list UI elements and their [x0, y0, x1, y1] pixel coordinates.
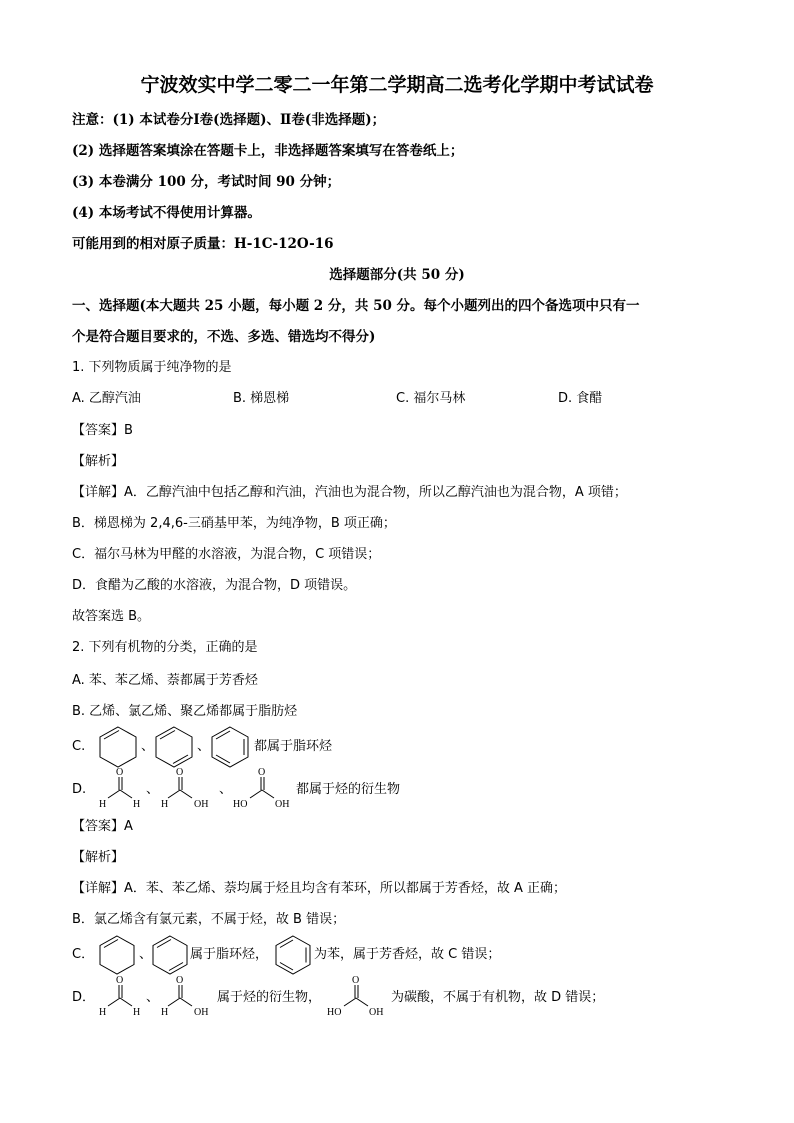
q1-stem: 1. 下列物质属于纯净物的是	[72, 360, 232, 375]
q1-option-c: C. 福尔马林	[396, 391, 466, 406]
atom-o: O	[176, 975, 184, 986]
atom-ho: HO	[327, 1007, 342, 1018]
q2-detail-d-label: D．	[72, 990, 96, 1005]
q2-answer: 【答案】A	[72, 819, 133, 834]
q1-option-b: B. 梯恩梯	[233, 391, 290, 406]
section-intro-1: 一、选择题(本大题共 25 小题，每小题 2 分，共 50 分。每个小题列出的四个备选项中只有一	[72, 298, 640, 314]
q2-detail-c-mid: 属于脂环烃，	[190, 947, 269, 962]
atom-h: H	[133, 799, 141, 810]
q1-detail-d: D．食醋为乙酸的水溶液，为混合物，D 项错误。	[72, 578, 357, 593]
atom-ho: HO	[233, 799, 248, 810]
q2-detail-d-mid: 属于烃的衍生物，	[217, 990, 322, 1005]
note-1: 注意：(1) 本试卷分Ⅰ卷(选择题)、Ⅱ卷(非选择题)；	[72, 112, 386, 128]
benzene-structure	[208, 724, 252, 770]
atom-h: H	[133, 1007, 141, 1018]
q1-detail-a: 【详解】A．乙醇汽油中包括乙醇和汽油，汽油也为混合物，所以乙醇汽油也为混合物，A 项错；	[72, 485, 627, 500]
atom-oh: OH	[194, 799, 209, 810]
q2-option-c-label: C.	[72, 739, 86, 754]
formic-acid-structure	[158, 974, 218, 1018]
q2-stem: 2. 下列有机物的分类，正确的是	[72, 640, 258, 655]
atom-h: H	[99, 799, 107, 810]
cyclohexadiene-structure	[152, 724, 196, 770]
cyclohexadiene-structure	[149, 933, 191, 977]
atom-oh: OH	[275, 799, 290, 810]
q2-option-c-tail: 都属于脂环烃	[254, 739, 333, 754]
atom-o: O	[352, 975, 360, 986]
cyclohexene-structure	[96, 724, 140, 770]
atom-o: O	[116, 975, 124, 986]
section-intro-2: 个是符合题目要求的，不选、多选、错选均不得分)	[72, 329, 376, 345]
atom-o: O	[176, 767, 184, 778]
q2-detail-d-tail: 为碳酸，不属于有机物，故 D 错误；	[391, 990, 605, 1005]
q2-detail-d-sep: 、	[146, 990, 160, 1005]
q2-detail-c-sep: 、	[139, 947, 153, 962]
atomic-mass-note: 可能用到的相对原子质量：H-1C-12O-16	[72, 236, 334, 252]
formaldehyde-structure	[94, 974, 144, 1018]
section-title: 选择题部分(共 50 分)	[329, 267, 465, 283]
atom-oh: OH	[369, 1007, 384, 1018]
q2-option-d-label: D.	[72, 782, 87, 797]
q2-option-d-sep-1: 、	[146, 782, 160, 797]
page-title: 宁波效实中学二零二一年第二学期高二选考化学期中考试试卷	[140, 74, 654, 96]
benzene-structure	[272, 933, 314, 977]
q1-analysis-label: 【解析】	[72, 454, 125, 469]
atom-o: O	[116, 767, 124, 778]
note-4: (4) 本场考试不得使用计算器。	[72, 205, 261, 221]
formic-acid-structure	[158, 766, 218, 810]
note-2: (2) 选择题答案填涂在答题卡上，非选择题答案填写在答卷纸上；	[72, 143, 464, 159]
q1-detail-c: C．福尔马林为甲醛的水溶液，为混合物，C 项错误；	[72, 547, 381, 562]
atom-h: H	[99, 1007, 107, 1018]
formaldehyde-structure	[94, 766, 144, 810]
atom-h: H	[161, 799, 169, 810]
q1-answer: 【答案】B	[72, 423, 133, 438]
carbonic-acid-structure	[232, 766, 296, 810]
q2-option-d-sep-2: 、	[219, 782, 233, 797]
q2-detail-b: B．氯乙烯含有氯元素，不属于烃，故 B 错误；	[72, 912, 346, 927]
atom-o: O	[258, 767, 266, 778]
q2-analysis-label: 【解析】	[72, 850, 125, 865]
q1-conclusion: 故答案选 B。	[72, 609, 151, 624]
q1-option-a: A. 乙醇汽油	[72, 391, 141, 406]
atom-h: H	[161, 1007, 169, 1018]
q2-detail-c-tail: 为苯，属于芳香烃，故 C 错误；	[314, 947, 501, 962]
atom-oh: OH	[194, 1007, 209, 1018]
q2-detail-c-label: C．	[72, 947, 95, 962]
q1-detail-b: B．梯恩梯为 2,4,6-三硝基甲苯，为纯净物，B 项正确；	[72, 516, 396, 531]
q2-option-b: B. 乙烯、氯乙烯、聚乙烯都属于脂肪烃	[72, 704, 298, 719]
carbonic-acid-structure	[326, 974, 390, 1018]
q2-option-d-tail: 都属于烃的衍生物	[296, 782, 401, 797]
q2-option-c-sep-1: 、	[141, 739, 155, 754]
q2-detail-a: 【详解】A．苯、苯乙烯、萘均属于烃且均含有苯环，所以都属于芳香烃，故 A 正确；	[72, 881, 567, 896]
cyclohexene-structure	[96, 933, 138, 977]
note-3: (3) 本卷满分 100 分，考试时间 90 分钟；	[72, 174, 341, 190]
q2-option-a: A. 苯、苯乙烯、萘都属于芳香烃	[72, 673, 258, 688]
q1-option-d: D. 食醋	[558, 391, 603, 406]
q2-option-c-sep-2: 、	[197, 739, 211, 754]
